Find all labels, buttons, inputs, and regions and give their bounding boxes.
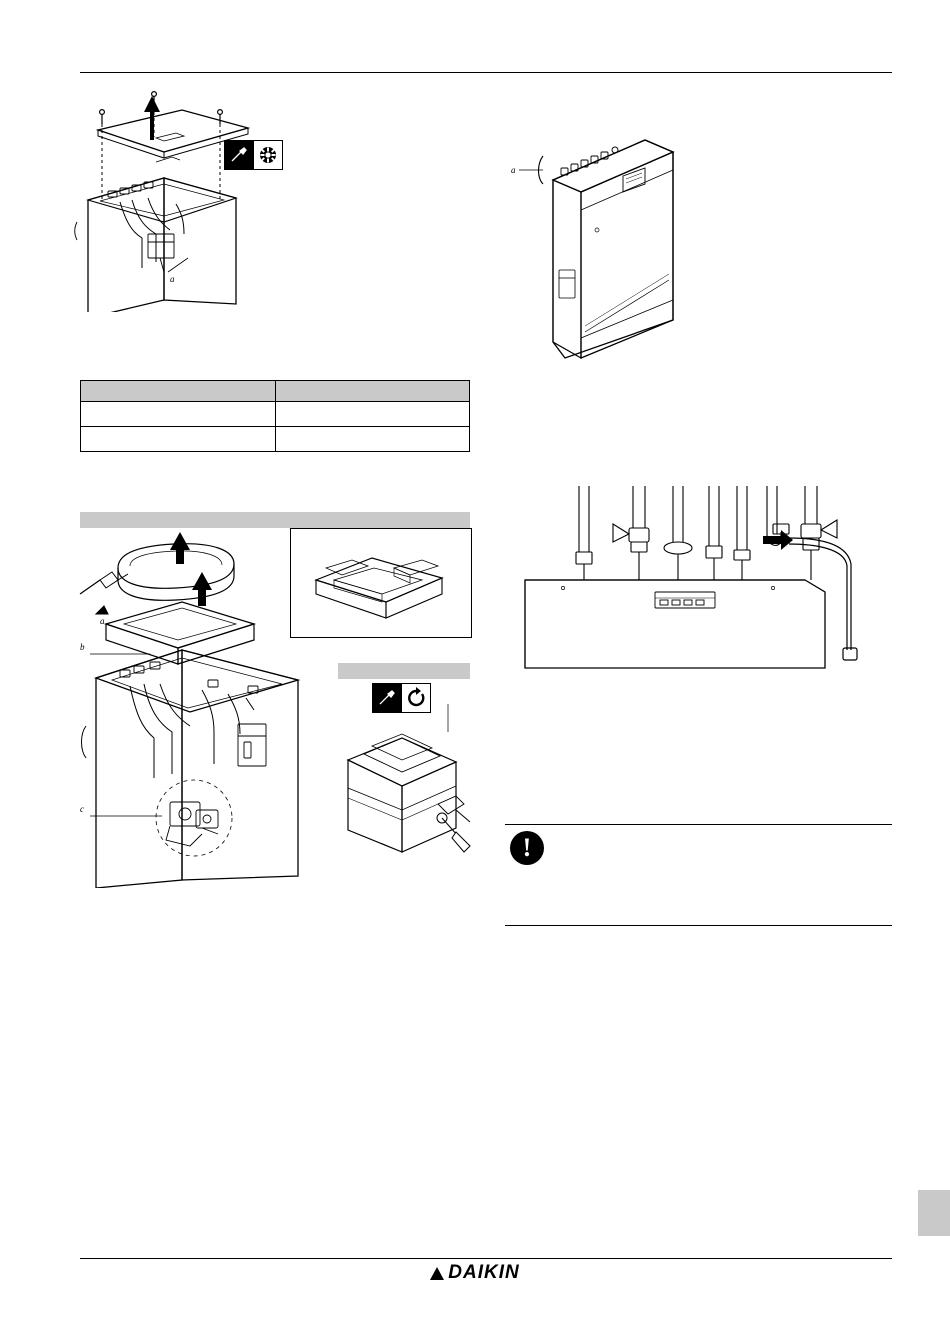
notice-text bbox=[557, 825, 892, 833]
tool-badge-top bbox=[224, 140, 283, 170]
table-cell bbox=[275, 427, 470, 452]
footer-brand-logo bbox=[0, 1262, 950, 1284]
notice-bottom-rule bbox=[505, 925, 892, 926]
table-header-cell-1 bbox=[81, 381, 276, 402]
torx-screw-icon bbox=[253, 141, 282, 169]
footer-brand-text: DAIKIN bbox=[448, 1262, 520, 1283]
svg-text:b: b bbox=[80, 642, 85, 652]
svg-text:a: a bbox=[170, 274, 175, 284]
section-bar-left bbox=[80, 512, 470, 528]
figure-unit-front-view bbox=[505, 80, 895, 360]
reference-table bbox=[80, 380, 470, 452]
figure-piping-connections bbox=[505, 480, 895, 670]
header-rule bbox=[80, 72, 892, 73]
notice-block bbox=[505, 824, 892, 926]
table-cell bbox=[81, 402, 276, 427]
daikin-mark-icon bbox=[430, 1267, 444, 1280]
svg-text:a: a bbox=[511, 165, 516, 175]
footer-rule bbox=[80, 1258, 892, 1259]
table-row bbox=[81, 427, 470, 452]
figure-insulation-detail-inset bbox=[290, 528, 472, 638]
table-row bbox=[81, 402, 470, 427]
table-header-row bbox=[81, 381, 470, 402]
notice-exclamation-icon: ! bbox=[510, 831, 544, 865]
figure-top-panel-removal bbox=[72, 82, 472, 312]
screwdriver-icon bbox=[225, 141, 253, 169]
figure-pump-detail bbox=[330, 700, 480, 880]
table-header-cell-2 bbox=[275, 381, 470, 402]
table-cell bbox=[275, 402, 470, 427]
page-edge-tab bbox=[918, 1190, 950, 1236]
svg-text:c: c bbox=[80, 804, 84, 814]
svg-text:a: a bbox=[100, 616, 105, 626]
table-cell bbox=[81, 427, 276, 452]
